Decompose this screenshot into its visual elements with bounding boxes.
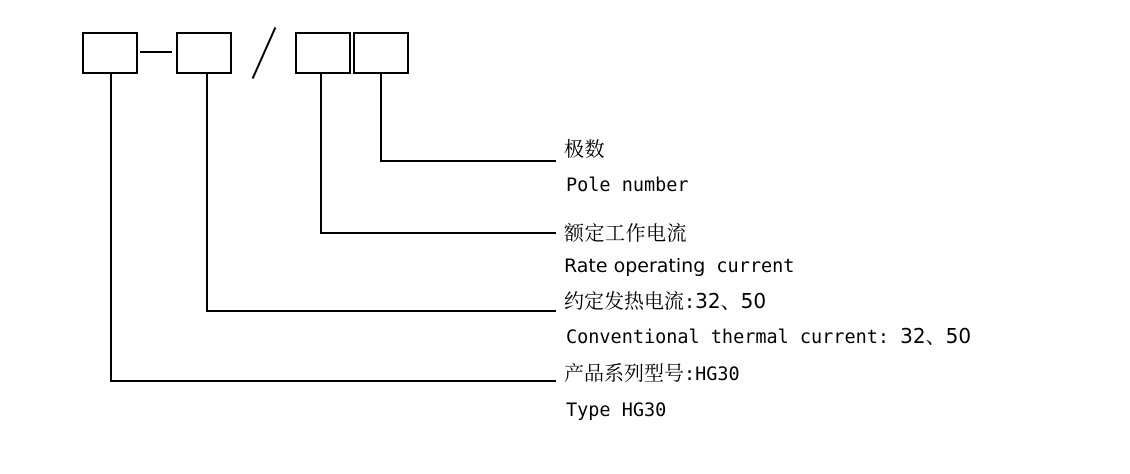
box-thermal-current [176, 32, 232, 74]
leader-vertical-pole-number [380, 74, 382, 162]
box-pole-number [353, 32, 409, 74]
box-series [82, 32, 138, 74]
callout-pole-number-cn: 极数 [564, 137, 605, 161]
leader-vertical-rated-current [320, 74, 322, 234]
callout-thermal-current-cn-colon: : [684, 292, 696, 313]
leader-vertical-series-type [110, 74, 112, 382]
callout-thermal-current-cn-label: 约定发热电流 [564, 289, 684, 313]
callout-thermal-current-en-values: 32、50 [900, 324, 972, 348]
callout-thermal-current-en-colon: : [877, 327, 901, 348]
dash-separator [140, 51, 172, 53]
callout-pole-number-en: Pole number [566, 175, 689, 196]
callout-series-type-cn-values: HG30 [695, 364, 740, 385]
callout-series-type-cn [564, 362, 740, 386]
callout-thermal-current-cn [564, 290, 766, 314]
callout-rated-current-en-tail: current [716, 256, 795, 277]
callout-rated-current-cn: 额定工作电流 [564, 221, 687, 245]
callout-thermal-current-cn-values: 32、50 [695, 289, 767, 313]
callout-thermal-current-en [566, 325, 971, 349]
leader-vertical-thermal-current [206, 74, 208, 312]
box-rated-current [295, 32, 351, 74]
callout-thermal-current-en-label: Conventional thermal current [566, 327, 878, 348]
callout-series-type-en: Type HG30 [566, 400, 667, 421]
callout-rated-current-en [564, 255, 794, 278]
callout-rated-current-en-plain [705, 256, 716, 277]
leader-horizontal-rated-current [320, 232, 556, 234]
callout-rated-current-en-bold: Rate operating [564, 255, 706, 277]
slash-separator [252, 27, 277, 79]
leader-horizontal-thermal-current [206, 310, 556, 312]
leader-horizontal-pole-number [380, 160, 556, 162]
callout-series-type-cn-label: 产品系列型号 [564, 361, 684, 385]
leader-horizontal-series-type [110, 380, 556, 382]
callout-series-type-cn-colon: : [684, 364, 696, 385]
